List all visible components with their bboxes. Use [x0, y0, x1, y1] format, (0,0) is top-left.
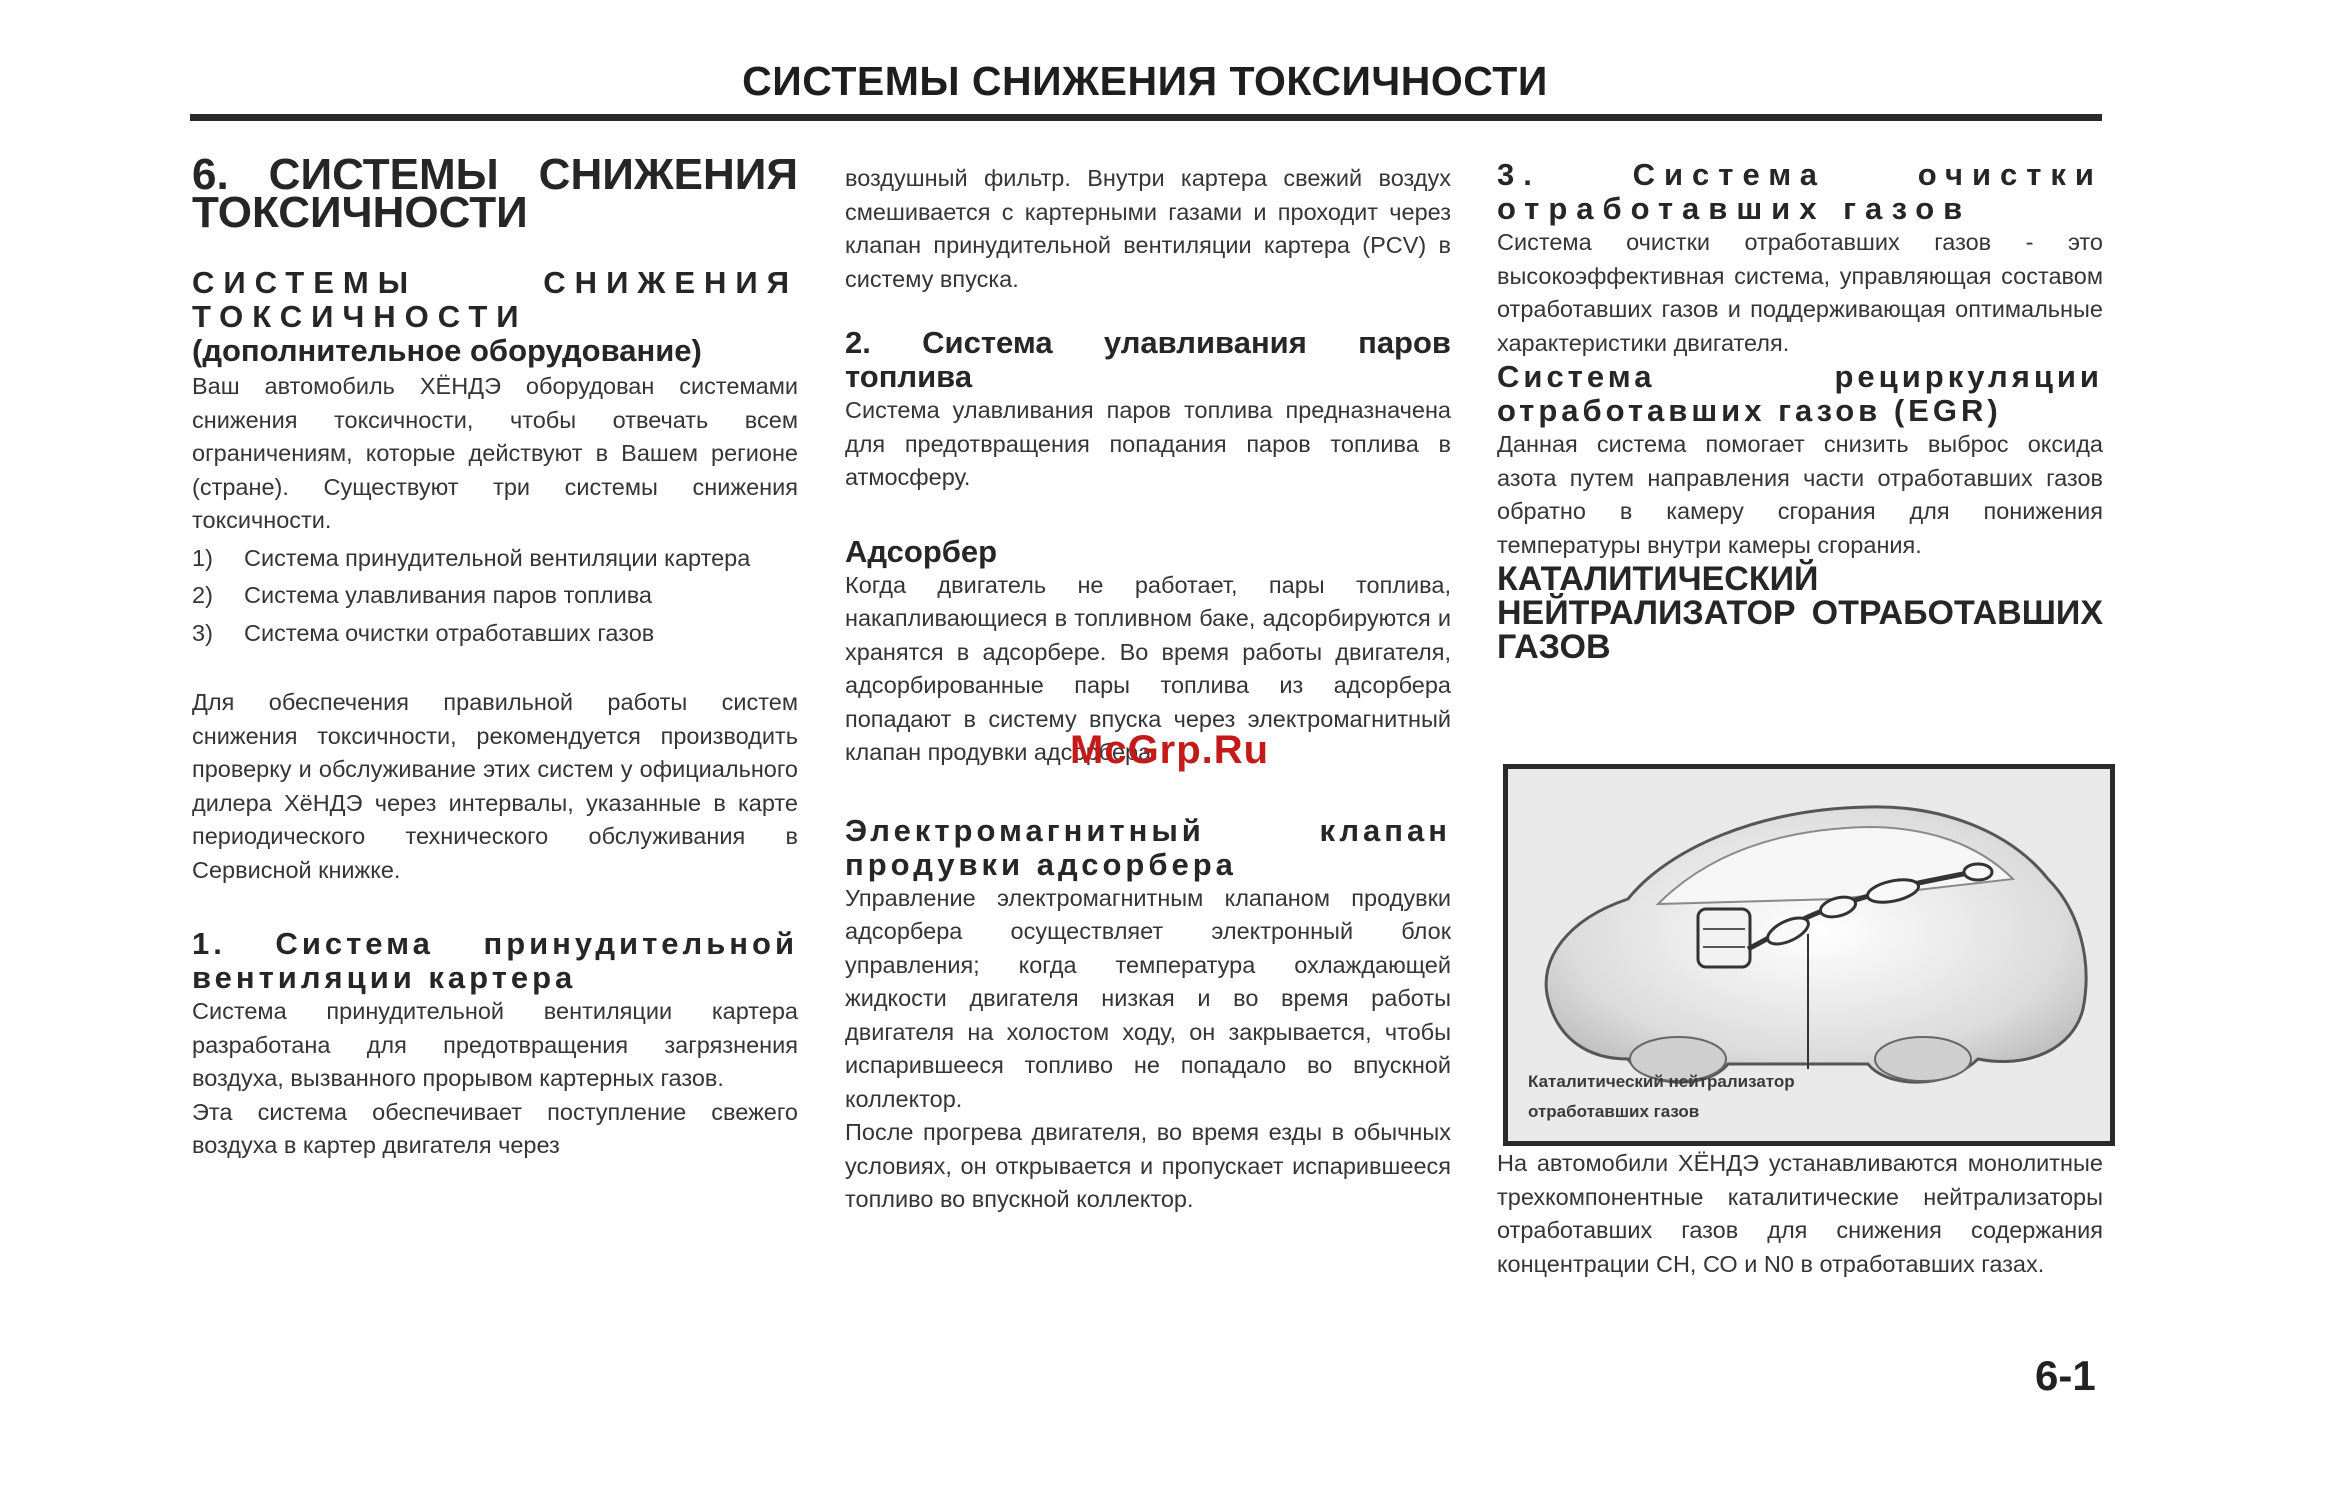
- list-item-number: 2): [192, 582, 213, 608]
- adsorber-paragraph: Когда двигатель не работает, пары топлива, накапливающиеся в топливном баке, адсорбируются и хранятся в адсорбере. Во время работы двигателя, адсорбированные пары топлива из адсорбера попадают в систему впуска через электромагнитный клапан продувки адсорбера.: [845, 571, 1451, 765]
- catalytic-converter-paragraph: На автомобили ХЁНДЭ устанавливаются монолитные трехкомпонентные каталитические нейтрализаторы отработавших газов для снижения содержания концентрации СН, СО и N0 в отработавших газах.: [1497, 1150, 2103, 1277]
- watermark: McGrp.Ru: [1070, 728, 1270, 772]
- list-item-number: 3): [192, 619, 213, 646]
- page-header: СИСТЕМЫ СНИЖЕНИЯ ТОКСИЧНОСТИ: [742, 58, 1548, 104]
- adsorber-title: Адсорбер: [845, 533, 998, 569]
- list-item: [192, 617, 798, 651]
- maintenance-paragraph: Для обеспечения правильной работы систем снижения токсичности, рекомендуется производить проверку и обслуживание этих систем у официального дилера ХёНДЭ через интервалы, указанные в карте периодического технического обслуживания в Сервисной книжке.: [192, 689, 798, 883]
- header-rule: [190, 114, 2102, 121]
- list-item: [192, 579, 798, 613]
- list-item-text: Система улавливания паров топлива: [244, 582, 652, 608]
- purge-valve-title: Электромагнитный клапан продувки адсорбера: [845, 812, 1451, 882]
- figure-caption-line-2: отработавших газов: [1528, 1102, 1700, 1121]
- list-item-text: Система принудительной вентиляции картера: [244, 544, 751, 571]
- egr-title: Система рециркуляции отработавших газов (EGR): [1497, 359, 2103, 428]
- page-number: 6-1: [2035, 1352, 2096, 1399]
- chapter-title: 6. СИСТЕМЫ СНИЖЕНИЯ ТОКСИЧНОСТИ: [192, 150, 798, 237]
- systems-list: [192, 542, 798, 651]
- section-1-title: 1. Система принудительной вентиляции картера: [192, 926, 798, 995]
- section-1-paragraph-2: Эта система обеспечивает поступление свежего воздуха в картер двигателя через: [192, 1098, 798, 1158]
- column-3: [1497, 158, 2103, 664]
- section-2-title: 2. Система улавливания паров топлива: [845, 325, 1451, 394]
- figure-caption-line-1: Каталитический нейтрализатор: [1528, 1072, 1795, 1091]
- intro-paragraph: Ваш автомобиль ХЁНДЭ оборудован системами снижения токсичности, чтобы отвечать всем ограничениям, которые действуют в Вашем регионе (стране). Существуют три системы снижения токсичности.: [192, 373, 798, 533]
- egr-paragraph: Данная система помогает снизить выброс оксида азота путем направления части отработавших газов обратно в камеру сгорания для понижения температуры внутри камеры сгорания.: [1497, 431, 2103, 558]
- column-1: [192, 150, 798, 1163]
- purge-valve-paragraph-1: Управление электромагнитным клапаном продувки адсорбера осуществляет электронный блок управления; когда температура охлаждающей жидкости двигателя низкая и во время работы двигателя на холостом ходу, он закрывается, чтобы испарившееся топливо не попадало во впускной коллектор.: [845, 884, 1451, 1112]
- catalytic-converter-figure: [1503, 764, 2115, 1146]
- list-item: [192, 542, 798, 576]
- subsection-subtitle: (дополнительное оборудование): [192, 333, 702, 368]
- list-item-text: Система очистки отработавших газов: [244, 619, 655, 646]
- section-3-title: 3. Система очистки отработавших газов: [1497, 157, 2103, 226]
- list-item-number: 1): [192, 544, 213, 571]
- section-2-paragraph: Система улавливания паров топлива предназначена для предотвращения попадания паров топлива в атмосферу.: [845, 397, 1451, 490]
- column-3-bottom: [1497, 1147, 2103, 1281]
- catalytic-converter-title: КАТАЛИТИЧЕСКИЙ НЕЙТРАЛИЗАТОР ОТРАБОТАВШИХ ГАЗОВ: [1497, 560, 2103, 666]
- purge-valve-paragraph-2: После прогрева двигателя, во время езды в обычных условиях, он открывается и пропускает испарившееся топливо во впускной коллектор.: [845, 1119, 1451, 1212]
- subsection-title: СИСТЕМЫ СНИЖЕНИЯ ТОКСИЧНОСТИ: [192, 265, 798, 334]
- section-1-continued: воздушный фильтр. Внутри картера свежий воздух смешивается с картерными газами и проходит через клапан принудительной вентиляции картера (PCV) в систему впуска.: [845, 165, 1451, 292]
- section-3-paragraph: Система очистки отработавших газов - это высокоэффективная система, управляющая составом отработавших газов и поддерживающая оптимальные характеристики двигателя.: [1497, 229, 2103, 356]
- figure-caption: [1528, 1067, 1795, 1127]
- section-1-paragraph-1: Система принудительной вентиляции картера разработана для предотвращения загрязнения воздуха, вызванного прорывом картерных газов.: [192, 998, 798, 1091]
- column-2: [845, 162, 1451, 1217]
